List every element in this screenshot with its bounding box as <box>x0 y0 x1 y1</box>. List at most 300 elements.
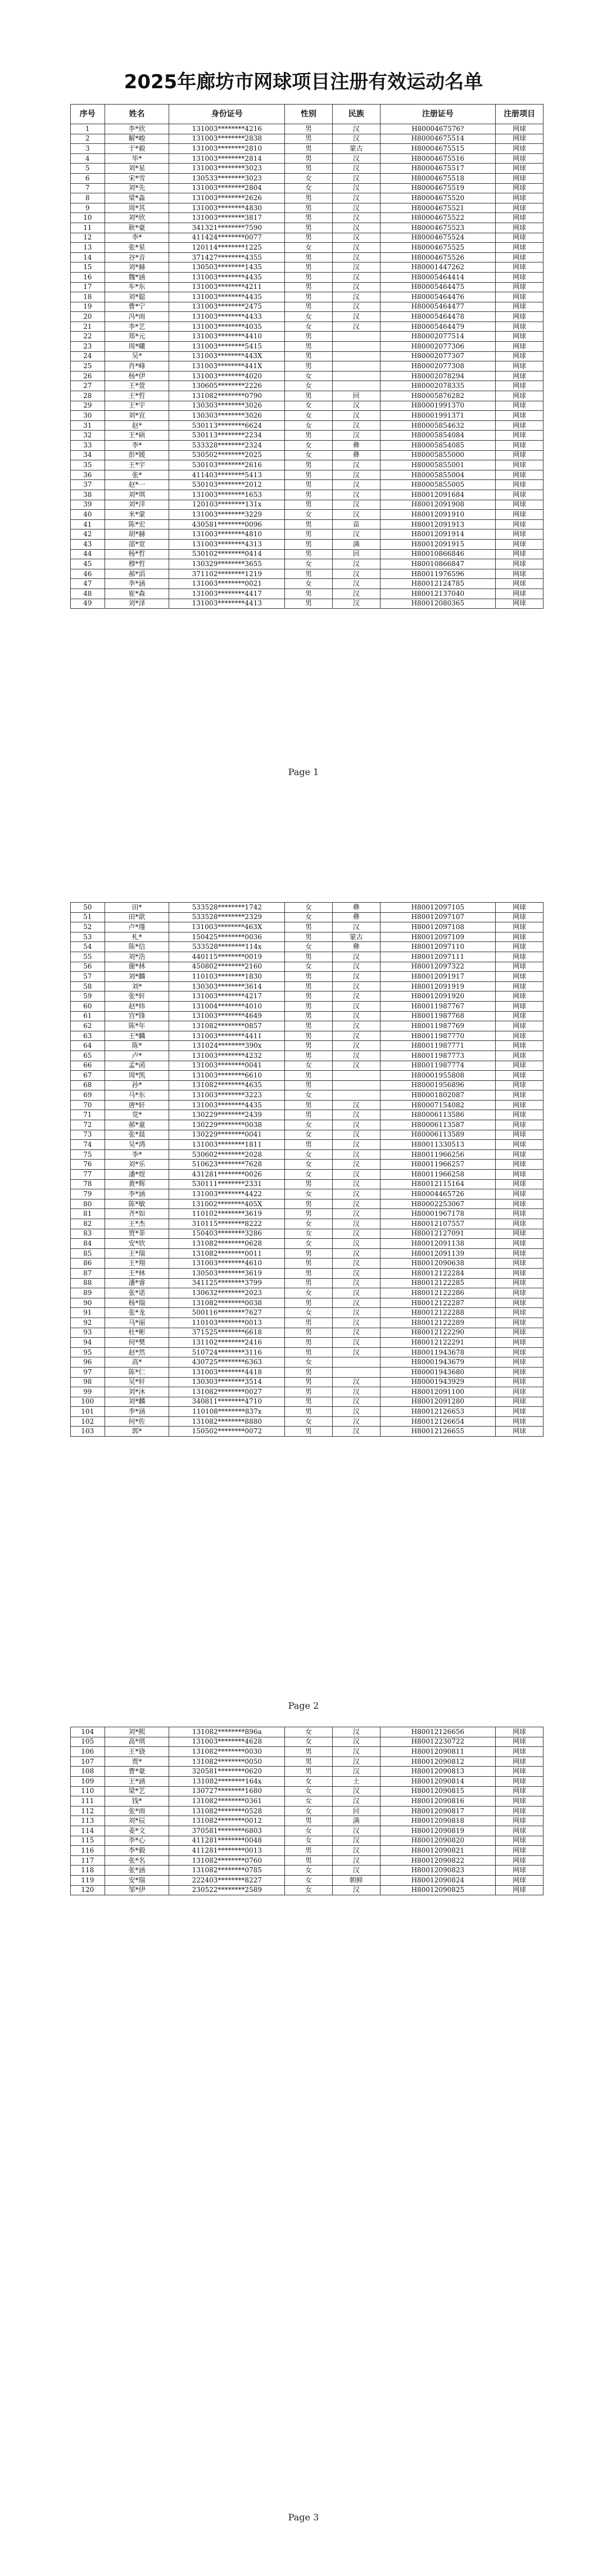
table-cell: 网球 <box>496 391 543 401</box>
table-row <box>71 1308 543 1318</box>
table-cell: 131082********0528 <box>169 1806 285 1816</box>
table-cell: 男 <box>285 1318 333 1328</box>
table-cell: H80004675522 <box>380 213 496 223</box>
table-cell: 男 <box>285 519 333 529</box>
table-cell: H80005855004 <box>380 470 496 480</box>
table-cell: 131003********4418 <box>169 1367 285 1377</box>
table-cell: 网球 <box>496 1258 543 1269</box>
column-header: 序号 <box>71 105 105 124</box>
table-cell: 341321********7590 <box>169 223 285 233</box>
table-cell: 王*瑞 <box>105 1248 169 1258</box>
table-row <box>71 1407 543 1417</box>
table-cell: 网球 <box>496 981 543 992</box>
table-cell: 340811********4710 <box>169 1397 285 1407</box>
table-cell: 网球 <box>496 1298 543 1308</box>
table-cell: 131003********4410 <box>169 332 285 342</box>
table-cell: 男 <box>285 203 333 213</box>
table-cell: 汉 <box>332 1846 380 1856</box>
table-cell: H80012097110 <box>380 942 496 952</box>
table-cell: 102 <box>71 1416 105 1427</box>
table-row <box>71 282 543 292</box>
table-cell: 26 <box>71 371 105 381</box>
table-cell <box>332 1071 380 1081</box>
table-cell: 宋*雪 <box>105 173 169 183</box>
table-cell: 网球 <box>496 1737 543 1747</box>
table-cell: 汉 <box>332 431 380 441</box>
table-row <box>71 912 543 922</box>
table-row <box>71 1199 543 1209</box>
table-cell: 500116********7627 <box>169 1308 285 1318</box>
table-cell: 汉 <box>332 1239 380 1249</box>
table-cell: 411403********5413 <box>169 470 285 480</box>
table-cell: 汉 <box>332 1885 380 1895</box>
table-cell: 赵*炜 <box>105 1001 169 1011</box>
table-cell: H80012091919 <box>380 981 496 992</box>
table-cell: H80002077308 <box>380 361 496 372</box>
table-cell: 72 <box>71 1120 105 1130</box>
table-cell: 男 <box>285 1367 333 1377</box>
table-cell: 汉 <box>332 579 380 589</box>
table-cell: 131024********390x <box>169 1041 285 1051</box>
table-row <box>71 1836 543 1846</box>
table-cell: 79 <box>71 1189 105 1199</box>
table-cell: 男 <box>285 431 333 441</box>
table-cell: 51 <box>71 912 105 922</box>
table-cell: 131003********463X <box>169 922 285 932</box>
table-cell: 李*涵 <box>105 1407 169 1417</box>
table-cell: 汉 <box>332 183 380 193</box>
table-cell: 130303********3514 <box>169 1377 285 1387</box>
table-row <box>71 1278 543 1288</box>
table-cell: 女 <box>285 322 333 332</box>
table-row <box>71 1080 543 1090</box>
table-cell: H80012091139 <box>380 1248 496 1258</box>
table-cell: 40 <box>71 510 105 520</box>
table-cell: 回 <box>332 549 380 559</box>
table-cell: 男 <box>285 1248 333 1258</box>
table-cell: 汉 <box>332 1767 380 1777</box>
table-cell: 411281********0048 <box>169 1836 285 1846</box>
table-row <box>71 450 543 460</box>
table-row <box>71 1268 543 1278</box>
table-cell: 78 <box>71 1179 105 1189</box>
table-row <box>71 420 543 431</box>
table-cell: H80004675521 <box>380 203 496 213</box>
table-cell: 梁*淼 <box>105 193 169 203</box>
table-row <box>71 500 543 510</box>
table-cell: 李* <box>105 441 169 451</box>
table-cell: 341125********3799 <box>169 1278 285 1288</box>
table-cell: 彝 <box>332 903 380 913</box>
table-cell: 131003********4435 <box>169 292 285 302</box>
table-cell: 汉 <box>332 223 380 233</box>
table-cell: 网球 <box>496 411 543 421</box>
table-cell: 男 <box>285 1001 333 1011</box>
table-row <box>71 302 543 312</box>
table-cell: 131003********1653 <box>169 490 285 500</box>
table-cell: 网球 <box>496 233 543 243</box>
table-cell: 汉 <box>332 124 380 134</box>
table-cell: 76 <box>71 1160 105 1170</box>
table-cell: 汉 <box>332 322 380 332</box>
table-cell: 汉 <box>332 153 380 164</box>
table-cell: 网球 <box>496 599 543 609</box>
table-cell: 赵* <box>105 420 169 431</box>
table-cell: 张*轩 <box>105 992 169 1002</box>
table-cell: 男 <box>285 1051 333 1061</box>
table-row <box>71 1100 543 1110</box>
page-number-3: Page 3 <box>288 2512 319 2523</box>
table-cell: H80011943678 <box>380 1347 496 1357</box>
table-cell: 女 <box>285 450 333 460</box>
table-cell: 毕* <box>105 153 169 164</box>
table-row <box>71 1031 543 1041</box>
table-cell: 李*心 <box>105 1836 169 1846</box>
table-cell: 网球 <box>496 332 543 342</box>
table-cell: 88 <box>71 1278 105 1288</box>
table-cell: 网球 <box>496 1846 543 1856</box>
table-cell: 131003********4810 <box>169 529 285 540</box>
table-cell: H80012122286 <box>380 1288 496 1298</box>
table-cell: H80002078294 <box>380 371 496 381</box>
table-cell: 网球 <box>496 134 543 144</box>
table-cell: 网球 <box>496 962 543 972</box>
table-cell: 85 <box>71 1248 105 1258</box>
table-row <box>71 1885 543 1895</box>
table-row <box>71 529 543 540</box>
table-cell: 网球 <box>496 579 543 589</box>
table-cell: 网球 <box>496 1885 543 1895</box>
table-cell: 42 <box>71 529 105 540</box>
page-number-1: Page 1 <box>288 767 319 777</box>
table-cell: 张* <box>105 470 169 480</box>
table-cell: 网球 <box>496 361 543 372</box>
table-cell: 王*杰 <box>105 1219 169 1229</box>
table-cell: 邹*伊 <box>105 1885 169 1895</box>
table-cell: 网球 <box>496 144 543 154</box>
table-cell: 汉 <box>332 1786 380 1796</box>
table-cell: 张*雨 <box>105 1806 169 1816</box>
table-cell: H80012090816 <box>380 1796 496 1807</box>
table-row <box>71 1041 543 1051</box>
table-row <box>71 252 543 262</box>
table-cell: 张*名 <box>105 1855 169 1866</box>
table-cell: 34 <box>71 450 105 460</box>
table-cell: 男 <box>285 124 333 134</box>
table-cell: 131082********0628 <box>169 1239 285 1249</box>
table-row <box>71 371 543 381</box>
table-cell: 男 <box>285 932 333 942</box>
table-cell <box>332 1367 380 1377</box>
table-cell: 汉 <box>332 1308 380 1318</box>
table-cell <box>332 361 380 372</box>
table-cell: H80006113589 <box>380 1130 496 1140</box>
table-cell: 网球 <box>496 1328 543 1338</box>
table-cell: 98 <box>71 1377 105 1387</box>
table-cell: 谢*林 <box>105 962 169 972</box>
table-row <box>71 952 543 962</box>
table-cell: H80011987770 <box>380 1031 496 1041</box>
table-cell: 92 <box>71 1318 105 1328</box>
table-cell: 男 <box>285 1110 333 1120</box>
table-cell: 91 <box>71 1308 105 1318</box>
table-cell: 网球 <box>496 1756 543 1767</box>
table-cell: 网球 <box>496 292 543 302</box>
table-cell: 汉 <box>332 1219 380 1229</box>
table-cell: H80005854084 <box>380 431 496 441</box>
table-cell: 唐*轩 <box>105 1100 169 1110</box>
table-cell: 107 <box>71 1756 105 1767</box>
table-cell: 何*佐 <box>105 1416 169 1427</box>
table-cell: 47 <box>71 579 105 589</box>
table-cell: 汉 <box>332 1031 380 1041</box>
table-cell: 解*峻 <box>105 134 169 144</box>
table-cell: 男 <box>285 351 333 361</box>
table-row <box>71 460 543 470</box>
table-cell: 男 <box>285 223 333 233</box>
table-cell: H80004675516 <box>380 153 496 164</box>
table-row <box>71 1239 543 1249</box>
table-cell: 女 <box>285 903 333 913</box>
table-cell: 81 <box>71 1209 105 1219</box>
table-cell: 崔*森 <box>105 588 169 599</box>
table-cell: 63 <box>71 1031 105 1041</box>
table-row <box>71 1767 543 1777</box>
table-cell: 网球 <box>496 1397 543 1407</box>
table-cell: 58 <box>71 981 105 992</box>
table-cell: 131003********6610 <box>169 1071 285 1081</box>
table-cell: 马*东 <box>105 1090 169 1101</box>
table-cell: 网球 <box>496 1179 543 1189</box>
table-row <box>71 1846 543 1856</box>
table-cell: H80012090824 <box>380 1875 496 1885</box>
table-row <box>71 559 543 569</box>
table-cell: 李*毅 <box>105 1846 169 1856</box>
table-cell: 65 <box>71 1051 105 1061</box>
table-cell: 女 <box>285 1229 333 1239</box>
table-cell: 86 <box>71 1258 105 1269</box>
table-cell: 440115********0019 <box>169 952 285 962</box>
table-cell: 131003********5415 <box>169 342 285 352</box>
table-cell: 男 <box>285 164 333 174</box>
table-cell: 张*涵 <box>105 1866 169 1876</box>
table-cell: 汉 <box>332 962 380 972</box>
table-cell: 网球 <box>496 1110 543 1120</box>
table-cell: 网球 <box>496 243 543 253</box>
table-row <box>71 173 543 183</box>
table-cell: 131003********4216 <box>169 124 285 134</box>
table-cell: 10 <box>71 213 105 223</box>
table-row <box>71 1140 543 1150</box>
table-cell: 87 <box>71 1268 105 1278</box>
table-row <box>71 411 543 421</box>
table-cell: H80004675515 <box>380 144 496 154</box>
table-cell: 卢*瑾 <box>105 922 169 932</box>
table-cell: H80005464414 <box>380 272 496 282</box>
table-cell: H80011966257 <box>380 1160 496 1170</box>
table-cell: 苗 <box>332 519 380 529</box>
table-cell: 男 <box>285 332 333 342</box>
table-cell: 汉 <box>332 173 380 183</box>
table-cell: 汉 <box>332 470 380 480</box>
table-cell: 119 <box>71 1875 105 1885</box>
table-cell: 55 <box>71 952 105 962</box>
table-row <box>71 1021 543 1031</box>
table-cell: 4 <box>71 153 105 164</box>
table-cell: H80012090812 <box>380 1756 496 1767</box>
table-cell: 450802********2160 <box>169 962 285 972</box>
table-cell: 女 <box>285 1885 333 1895</box>
table-cell: 陈*敏 <box>105 1199 169 1209</box>
table-cell: 网球 <box>496 1268 543 1278</box>
table-cell: 胡*赫 <box>105 529 169 540</box>
table-cell: 48 <box>71 588 105 599</box>
table-cell: 王*林 <box>105 1268 169 1278</box>
table-cell: 男 <box>285 1756 333 1767</box>
table-row <box>71 1875 543 1885</box>
table-cell: 刘*欣 <box>105 213 169 223</box>
table-cell: H80005464478 <box>380 312 496 322</box>
table-cell: 310115********8222 <box>169 1219 285 1229</box>
table-row <box>71 431 543 441</box>
table-cell: H80011330513 <box>380 1140 496 1150</box>
table-cell: 网球 <box>496 173 543 183</box>
table-cell: 84 <box>71 1239 105 1249</box>
table-cell: 女 <box>285 912 333 922</box>
table-cell: 汉 <box>332 1747 380 1757</box>
table-cell: 网球 <box>496 351 543 361</box>
table-cell: 赵*一 <box>105 480 169 490</box>
table-cell: 130533********3023 <box>169 173 285 183</box>
table-row <box>71 972 543 982</box>
table-cell: 150403********3286 <box>169 1229 285 1239</box>
table-cell: 女 <box>285 381 333 391</box>
table-cell: 网球 <box>496 272 543 282</box>
table-cell: 郝*滔 <box>105 569 169 579</box>
table-cell: 网球 <box>496 183 543 193</box>
table-cell: 女 <box>285 1826 333 1836</box>
table-cell: 530602********2028 <box>169 1149 285 1160</box>
table-cell: 131003********4413 <box>169 599 285 609</box>
table-cell: 周*曦 <box>105 342 169 352</box>
table-cell: 115 <box>71 1836 105 1846</box>
table-cell: 张*龙 <box>105 1308 169 1318</box>
table-header-row <box>71 105 543 124</box>
table-cell: 汉 <box>332 981 380 992</box>
table-cell: 王*宇 <box>105 460 169 470</box>
table-cell: H80007154082 <box>380 1100 496 1110</box>
table-cell: H8000467576? <box>380 124 496 134</box>
column-header: 注册项目 <box>496 105 543 124</box>
table-cell: 陈*仁 <box>105 1367 169 1377</box>
table-cell: H80012091920 <box>380 992 496 1002</box>
table-cell: 满 <box>332 1816 380 1826</box>
table-row <box>71 932 543 942</box>
table-cell: 男 <box>285 981 333 992</box>
table-cell: 汉 <box>332 1416 380 1427</box>
table-cell: 汉 <box>332 420 380 431</box>
table-row <box>71 193 543 203</box>
table-cell: 汉 <box>332 1338 380 1348</box>
table-cell: 男 <box>285 262 333 273</box>
table-cell: 371427********4355 <box>169 252 285 262</box>
table-cell: 汉 <box>332 1278 380 1288</box>
table-cell: 网球 <box>496 992 543 1002</box>
table-cell: 120103********131x <box>169 500 285 510</box>
table-row <box>71 1219 543 1229</box>
table-cell: 网球 <box>496 972 543 982</box>
table-row <box>71 992 543 1002</box>
table-row <box>71 1170 543 1180</box>
table-cell: 汉 <box>332 1229 380 1239</box>
table-cell: 44 <box>71 549 105 559</box>
table-cell: 男 <box>285 1199 333 1209</box>
table-row <box>71 391 543 401</box>
table-cell: 汉 <box>332 529 380 540</box>
table-cell: 15 <box>71 262 105 273</box>
table-cell: 网球 <box>496 342 543 352</box>
table-cell: H80001991371 <box>380 411 496 421</box>
table-row <box>71 312 543 322</box>
table-cell: 汉 <box>332 233 380 243</box>
table-cell: 131004********4010 <box>169 1001 285 1011</box>
table-cell: 彝 <box>332 450 380 460</box>
table-cell: 130229********0041 <box>169 1130 285 1140</box>
table-cell: H80004675526 <box>380 252 496 262</box>
table-cell: 130329********3655 <box>169 559 285 569</box>
table-cell: H80011987771 <box>380 1041 496 1051</box>
table-cell: 533528********1742 <box>169 903 285 913</box>
table-cell: H80011987768 <box>380 1011 496 1021</box>
table-cell: 网球 <box>496 519 543 529</box>
table-cell: 男 <box>285 1328 333 1338</box>
table-row <box>71 1130 543 1140</box>
table-row <box>71 1229 543 1239</box>
table-cell: 汉 <box>332 1407 380 1417</box>
table-cell: 131003********3229 <box>169 510 285 520</box>
table-cell: 131003********0021 <box>169 579 285 589</box>
table-cell: H80001955808 <box>380 1071 496 1081</box>
table-row <box>71 351 543 361</box>
table-row <box>71 1189 543 1199</box>
table-cell: 37 <box>71 480 105 490</box>
table-row <box>71 223 543 233</box>
table-cell: 汉 <box>332 1110 380 1120</box>
table-cell: 网球 <box>496 1747 543 1757</box>
table-cell: 510724********3116 <box>169 1347 285 1357</box>
table-cell: 网球 <box>496 460 543 470</box>
table-cell: 女 <box>285 420 333 431</box>
table-row <box>71 1120 543 1130</box>
table-cell: 网球 <box>496 431 543 441</box>
table-cell: 回 <box>332 1806 380 1816</box>
table-cell: 网球 <box>496 1100 543 1110</box>
table-cell: 汉 <box>332 500 380 510</box>
table-cell: 17 <box>71 282 105 292</box>
table-row <box>71 1387 543 1397</box>
table-cell: 57 <box>71 972 105 982</box>
table-cell: 孟*函 <box>105 1061 169 1071</box>
table-cell: 网球 <box>496 312 543 322</box>
table-cell: 汉 <box>332 203 380 213</box>
table-row <box>71 1110 543 1120</box>
table-cell: 131003********0041 <box>169 1061 285 1071</box>
table-cell: 车*东 <box>105 282 169 292</box>
table-row <box>71 510 543 520</box>
table-cell: 男 <box>285 391 333 401</box>
table-cell: 贾* <box>105 1756 169 1767</box>
table-cell: 穆*哲 <box>105 559 169 569</box>
